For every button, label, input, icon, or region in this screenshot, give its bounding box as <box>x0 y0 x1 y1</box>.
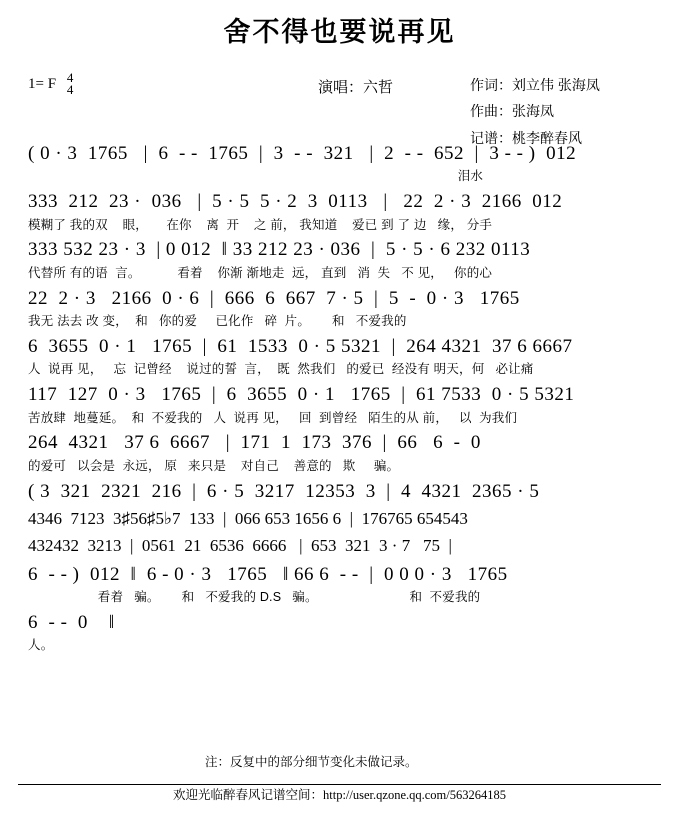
lyric-line: 看着 骗。 和 不爱我的 D.S 骗。 和 不爱我的 <box>28 590 481 605</box>
music-system <box>20 534 659 559</box>
music-system <box>20 507 659 532</box>
music-system <box>20 333 659 379</box>
note-line: 6 - - 0 ‖ <box>28 611 115 633</box>
music-system <box>20 140 659 186</box>
performer-label: 演唱：六哲 <box>318 78 394 96</box>
time-signature <box>66 69 74 98</box>
time-signature-denominator: 4 <box>66 82 74 98</box>
note-line: 117 127 0 · 3 1765 | 6 3655 0 · 1 1765 | 61 7533 0 · 5 5321 <box>28 384 575 406</box>
lyric-line: 我无 法去 改 变， 和 你的爱 已化作 碎 片。 和 不爱我的 <box>28 314 407 329</box>
music-system <box>20 478 659 506</box>
music-body <box>20 140 659 656</box>
lyric-line: 的爱可 以会是 永远， 原 来只是 对自己 善意的 欺 骗。 <box>28 459 400 474</box>
music-system <box>20 561 659 607</box>
note-line: 4346 7123 3♯56♯5♭7 133 | 066 653 1656 6 | 176765 654543 <box>28 509 468 529</box>
note-line: 333 212 23 · 036 | 5 · 5 5 · 2 3 0113 | 22 2 · 3 2166 012 <box>28 190 563 212</box>
note-line: 6 - - ) 012 ‖ 6 - 0 · 3 1765 ‖ 66 6 - - | 0 0 0 · 3 1765 <box>28 563 508 585</box>
credit-transcriber: 记谱：桃李醉春风 <box>470 129 582 146</box>
lyric-line: 泪水 <box>28 169 484 184</box>
music-system <box>20 429 659 475</box>
performance-note: 注：反复中的部分细节变化未做记录。 <box>205 755 418 769</box>
credit-composer: 作曲：张海凤 <box>470 103 554 120</box>
key-signature <box>28 69 74 98</box>
music-system <box>20 236 659 282</box>
lyric-line: 代替所 有的语 言。 看着 你渐 渐地走 远， 直到 消 失 不 见， 你的心 <box>28 265 493 280</box>
music-system <box>20 188 659 234</box>
header-info <box>0 54 679 146</box>
page-title: 舍不得也要说再见 <box>223 17 456 47</box>
note-line: 264 4321 37 6 6667 | 171 1 173 376 | 66 6 - 0 <box>28 432 481 454</box>
lyric-line: 模糊了 我的双 眼， 在你 离 开 之 前， 我知道 爱已 到 了 边 缘， 分手 <box>28 217 493 232</box>
lyric-line: 人 说再 见， 忘 记曾经 说过的誓 言， 既 然我们 的爱已 经没有 明天，何 必让痛 <box>28 362 534 377</box>
note-line: ( 3 321 2321 216 | 6 · 5 3217 12353 3 | 4 4321 2365 · 5 <box>28 480 540 502</box>
music-system <box>20 609 659 655</box>
note-line: ( 0 · 3 1765 | 6 - - 1765 | 3 - - 321 | 2 - - 652 | 3 - - ) 012 <box>28 142 577 164</box>
note-line: 6 3655 0 · 1 1765 | 61 1533 0 · 5 5321 | 264 4321 37 6 6667 <box>28 335 573 357</box>
lyric-line: 苦放肆 地蔓延。 和 不爱我的 人 说再 见， 回 到曾经 陌生的从 前， 以 为我们 <box>28 410 518 425</box>
lyric-line: 人。 <box>28 638 54 653</box>
note-line: 22 2 · 3 2166 0 · 6 | 666 6 667 7 · 5 | 5 - 0 · 3 1765 <box>28 287 520 309</box>
note-line: 432432 3213 | 0561 21 6536 6666 | 653 321 3 · 7 75 | <box>28 535 452 555</box>
credit-lyricist: 作词：刘立伟 张海凤 <box>470 76 600 93</box>
key-signature-text: 1= F <box>28 75 57 92</box>
time-signature-numerator: 4 <box>66 69 74 85</box>
music-system <box>20 381 659 427</box>
note-line: 333 532 23 · 3 | 0 012 ‖ 33 212 23 · 036 | 5 · 5 · 6 232 0113 <box>28 239 531 261</box>
music-system <box>20 285 659 331</box>
footer-text: 欢迎光临醉春风记谱空间：http://user.qzone.qq.com/563264185 <box>173 788 506 802</box>
